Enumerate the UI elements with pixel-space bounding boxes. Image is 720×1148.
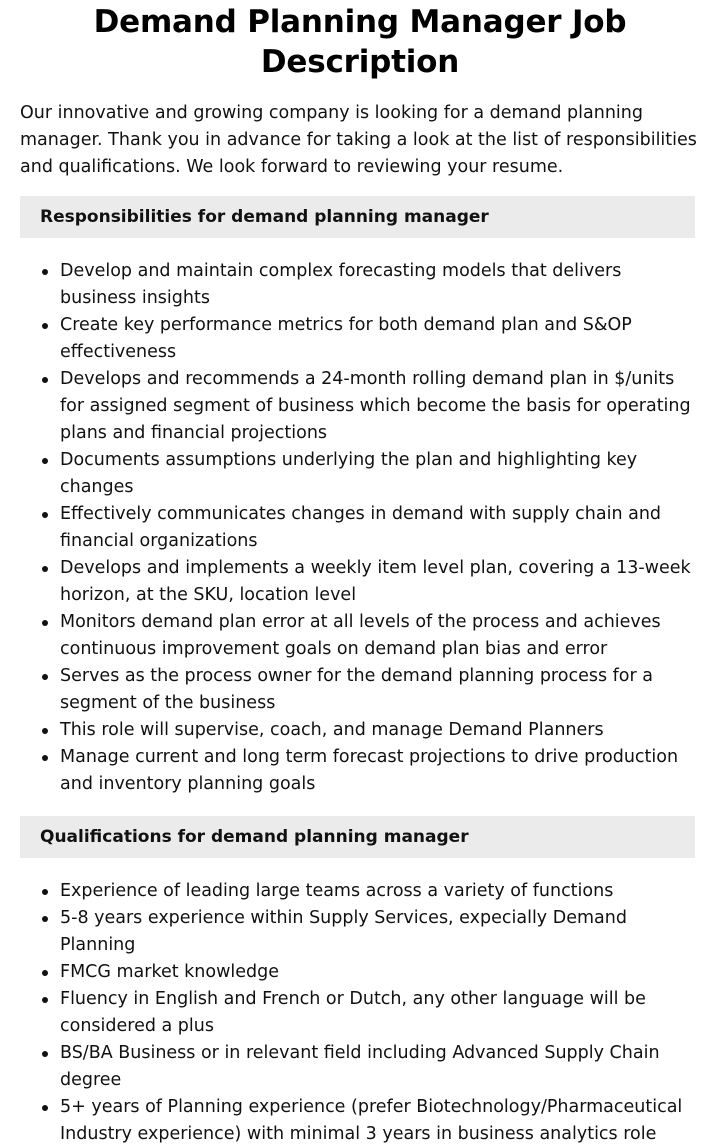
bullet-icon: [42, 889, 48, 895]
list-item-text: Experience of leading large teams across a variety of functions: [60, 881, 614, 901]
list-item-text: Develops and recommends a 24-month rolling demand plan in $/units for assigned segment of business which become the basis for operating plans and financial projections: [60, 369, 691, 443]
qualifications-list: [20, 878, 695, 1148]
list-item: [20, 258, 695, 312]
bullet-icon: [42, 269, 48, 275]
bullet-icon: [42, 674, 48, 680]
responsibilities-list: [20, 258, 695, 798]
list-item: [20, 878, 695, 905]
list-item: [20, 959, 695, 986]
bullet-icon: [42, 1051, 48, 1057]
bullet-icon: [42, 755, 48, 761]
page-title: Demand Planning Manager Job Description: [93, 4, 627, 80]
list-item-text: Serves as the process owner for the demand planning process for a segment of the business: [60, 666, 653, 713]
list-item: [20, 1040, 695, 1094]
list-item-text: Fluency in English and French or Dutch, any other language will be considered a plus: [60, 989, 646, 1036]
list-item-text: Develop and maintain complex forecasting models that delivers business insights: [60, 261, 622, 308]
qualifications-heading: Qualifications for demand planning manager: [20, 816, 695, 858]
bullet-icon: [42, 620, 48, 626]
responsibilities-heading: Responsibilities for demand planning manager: [20, 196, 695, 238]
list-item-text: 5+ years of Planning experience (prefer Biotechnology/Pharmaceutical Industry experience) with minimal 3 years in business analytics role: [60, 1097, 683, 1144]
list-item: [20, 663, 695, 717]
list-item-text: This role will supervise, coach, and manage Demand Planners: [60, 720, 604, 740]
list-item: [20, 312, 695, 366]
list-item-text: Monitors demand plan error at all levels of the process and achieves continuous improvement goals on demand plan bias and error: [60, 612, 661, 659]
bullet-icon: [42, 566, 48, 572]
bullet-icon: [42, 377, 48, 383]
bullet-icon: [42, 323, 48, 329]
list-item-text: 5-8 years experience within Supply Services, expecially Demand Planning: [60, 908, 627, 955]
list-item: [20, 555, 695, 609]
list-item: [20, 905, 695, 959]
list-item-text: FMCG market knowledge: [60, 962, 280, 982]
bullet-icon: [42, 728, 48, 734]
list-item: [20, 986, 695, 1040]
bullet-icon: [42, 997, 48, 1003]
bullet-icon: [42, 512, 48, 518]
list-item-text: Manage current and long term forecast projections to drive production and inventory planning goals: [60, 747, 679, 794]
bullet-icon: [42, 1105, 48, 1111]
list-item: [20, 744, 695, 798]
list-item: [20, 1094, 695, 1148]
list-item-text: Documents assumptions underlying the plan and highlighting key changes: [60, 450, 638, 497]
bullet-icon: [42, 916, 48, 922]
bullet-icon: [42, 458, 48, 464]
list-item: [20, 501, 695, 555]
list-item: [20, 366, 695, 447]
list-item: [20, 609, 695, 663]
intro-paragraph: Our innovative and growing company is looking for a demand planning manager. Thank you in advance for taking a look at the list of responsibilities and qualifications. We look forward to reviewing your resume.: [20, 103, 697, 177]
list-item-text: Effectively communicates changes in demand with supply chain and financial organizations: [60, 504, 662, 551]
list-item-text: Create key performance metrics for both demand plan and S&OP effectiveness: [60, 315, 632, 362]
list-item-text: BS/BA Business or in relevant field including Advanced Supply Chain degree: [60, 1043, 660, 1090]
list-item: [20, 717, 695, 744]
bullet-icon: [42, 970, 48, 976]
list-item-text: Develops and implements a weekly item level plan, covering a 13-week horizon, at the SKU, location level: [60, 558, 691, 605]
list-item: [20, 447, 695, 501]
